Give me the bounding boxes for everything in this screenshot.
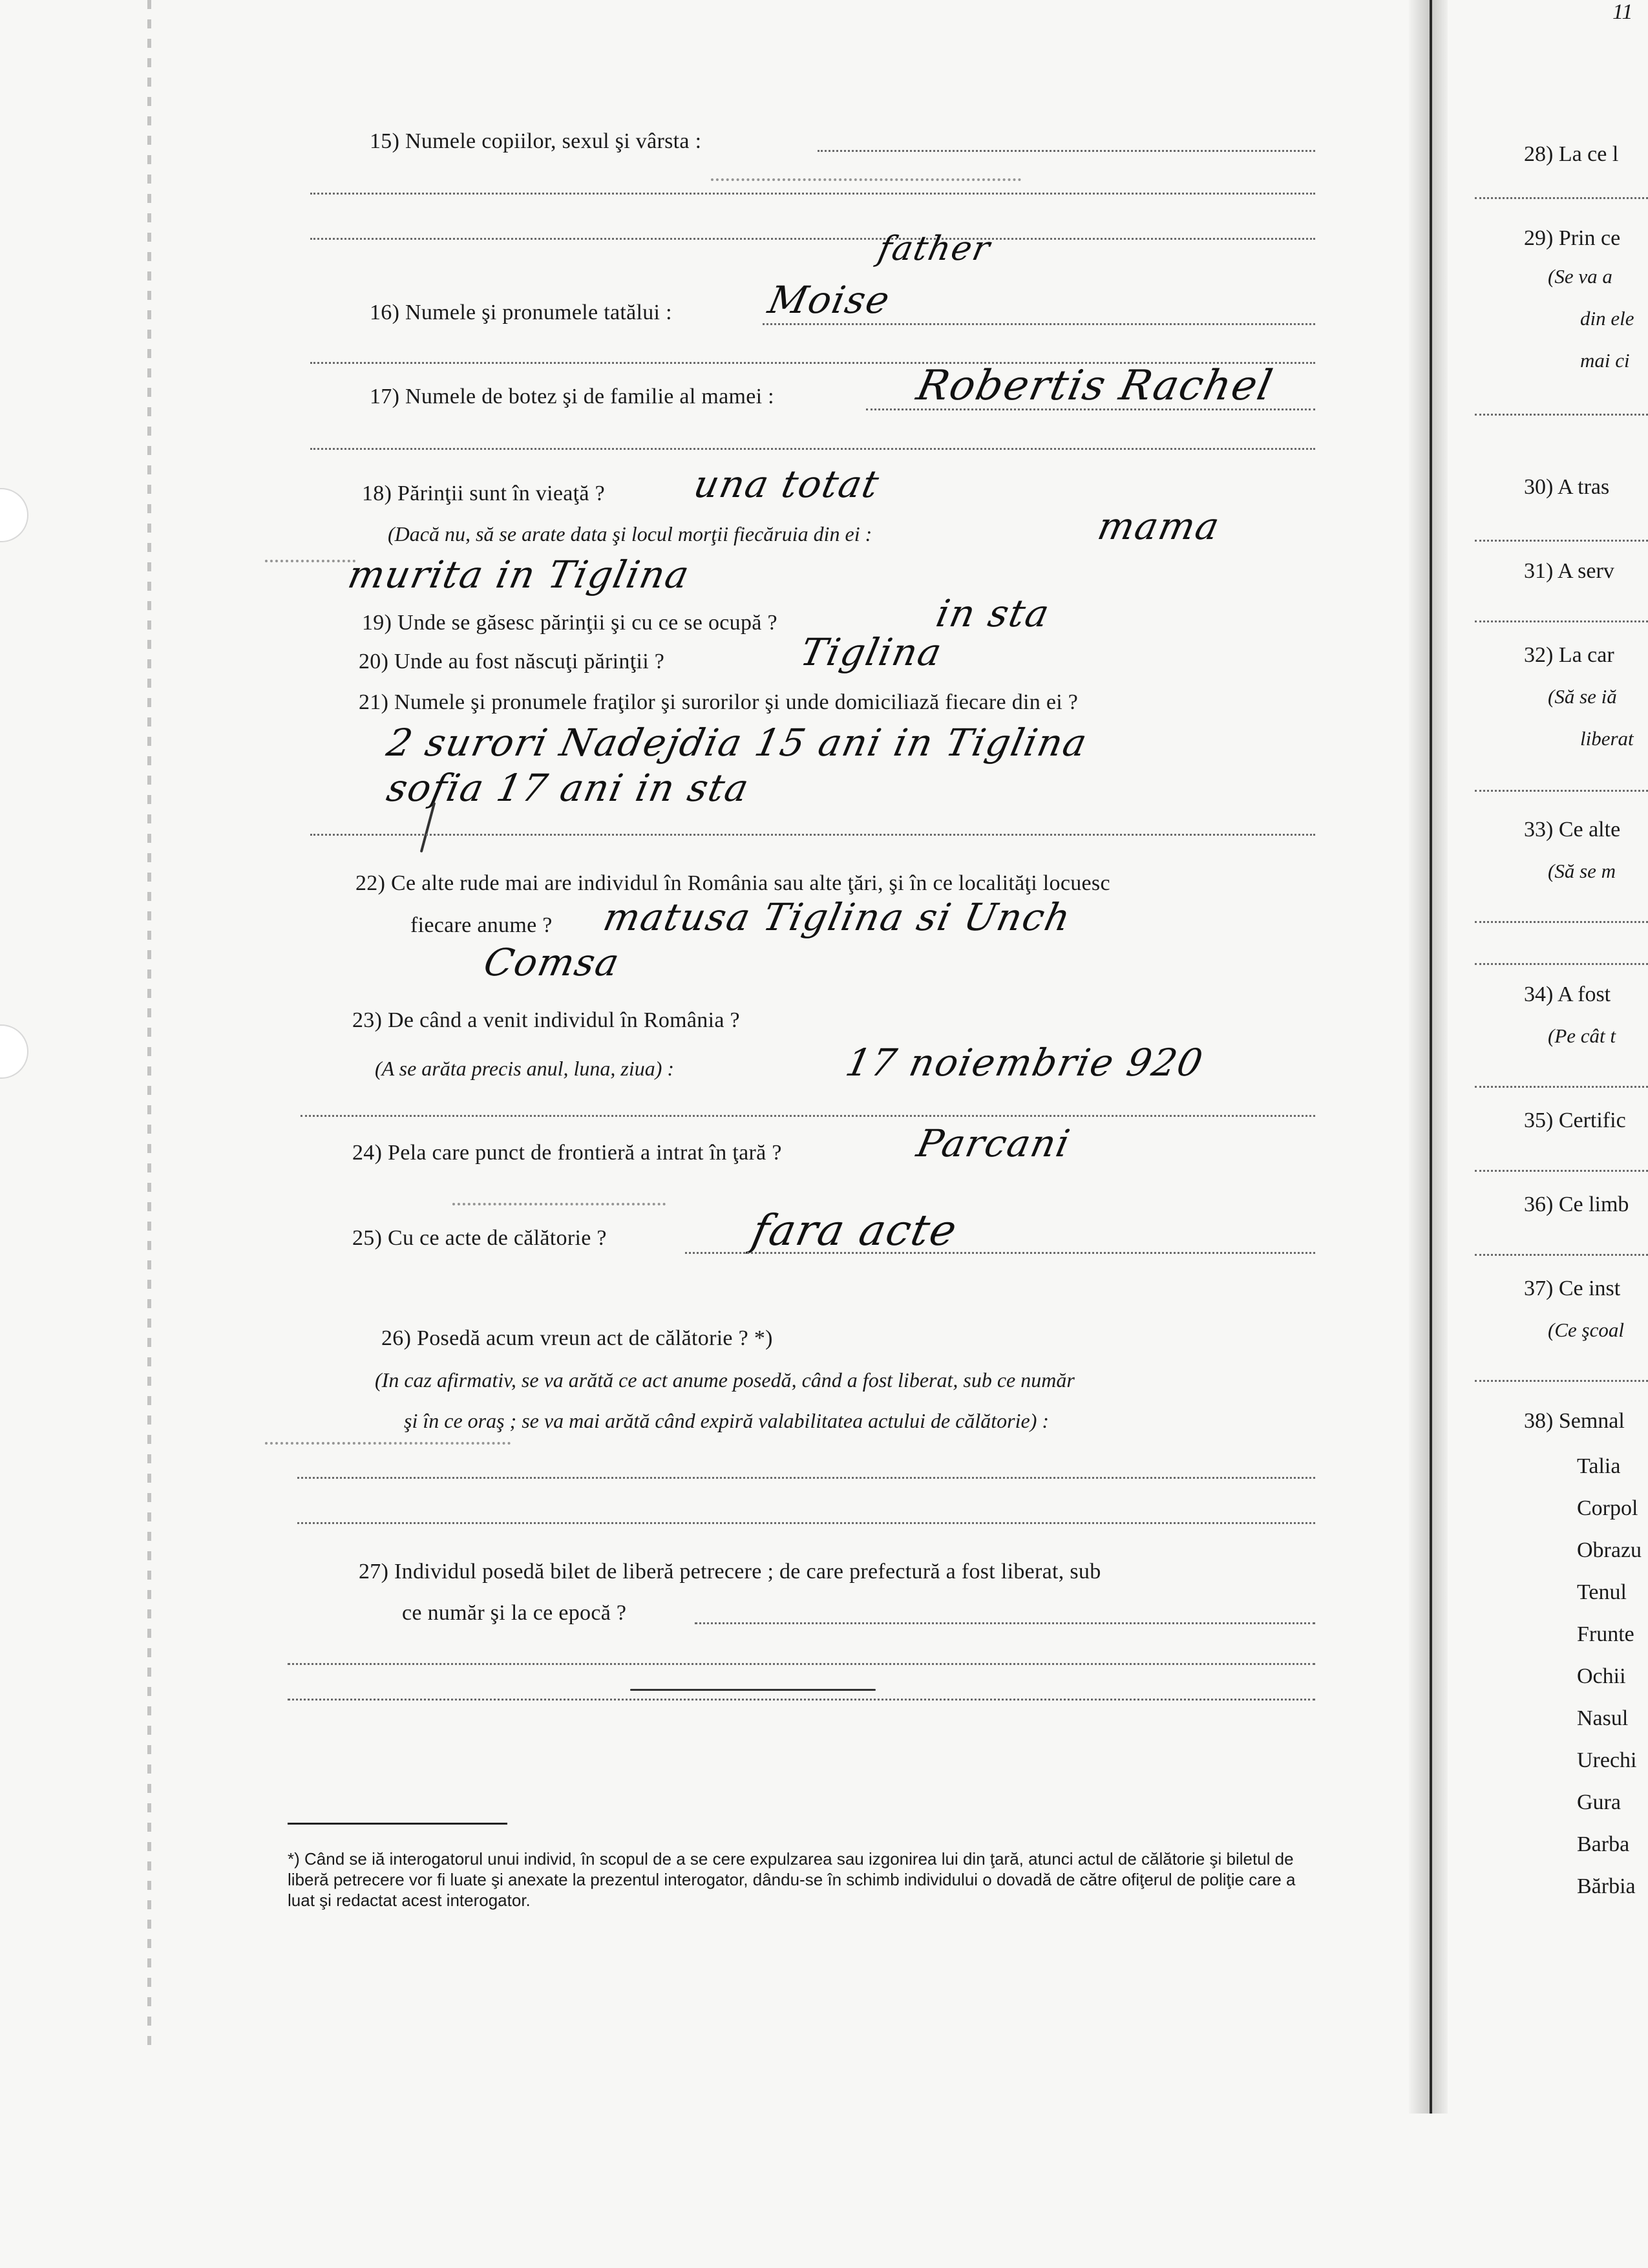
- scan-noise: [711, 175, 1021, 181]
- question-22: 22) Ce alte rude mai are individul în România sau alte ţări, şi în ce localităţi locuesc: [355, 871, 1110, 895]
- question-26-note2: şi în ce oraş ; se va mai arătă când expiră valabilitatea actului de călătorie) :: [404, 1409, 1050, 1432]
- parents-location-answer: in sta: [932, 591, 1055, 635]
- parents-death-answer-cont: murita in Tiglina: [344, 553, 694, 597]
- question-35: 35) Certific: [1524, 1108, 1626, 1132]
- scan-noise: [452, 1199, 666, 1205]
- sign-gura: Gura: [1577, 1790, 1621, 1814]
- answer-line: [1475, 197, 1648, 199]
- question-18: 18) Părinţii sunt în vieaţă ?: [362, 482, 606, 505]
- question-26: 26) Posedă acum vreun act de călătorie ? *): [381, 1326, 773, 1350]
- answer-line: [1475, 963, 1648, 965]
- question-29-note: (Se va a: [1548, 265, 1612, 288]
- question-34: 34) A fost: [1524, 982, 1611, 1006]
- answer-line: [1475, 540, 1648, 542]
- parents-birthplace-answer: Tiglina: [796, 630, 947, 674]
- question-16: 16) Numele şi pronumele tatălui :: [370, 301, 672, 324]
- answer-line: [1475, 921, 1648, 923]
- page-number: 11: [1612, 0, 1633, 24]
- answer-line: [866, 408, 1315, 410]
- question-32-note: (Să se iă: [1548, 685, 1617, 708]
- siblings-answer-line2: sofia 17 ani in sta: [383, 766, 754, 810]
- question-25: 25) Cu ce acte de călătorie ?: [352, 1226, 607, 1250]
- answer-line: [310, 448, 1315, 450]
- pen-stroke: [630, 1689, 876, 1691]
- question-30: 30) A tras: [1524, 475, 1610, 499]
- sign-obrazu: Obrazu: [1577, 1538, 1642, 1562]
- punch-hole: [0, 1024, 28, 1079]
- question-37: 37) Ce inst: [1524, 1277, 1621, 1300]
- sign-frunte: Frunte: [1577, 1622, 1634, 1646]
- question-27: 27) Individul posedă bilet de liberă petrecere ; de care prefectură a fost liberat, sub: [359, 1560, 1101, 1584]
- question-37-note: (Ce şcoal: [1548, 1319, 1624, 1341]
- relatives-answer-cont: Comsa: [480, 940, 624, 984]
- answer-line: [1475, 620, 1648, 622]
- question-26-note1: (In caz afirmativ, se va arătă ce act anume posedă, când a fost liberat, sub ce număr: [375, 1368, 1075, 1392]
- column-divider: [1430, 0, 1432, 2114]
- punch-hole: [0, 488, 28, 542]
- father-annotation: father: [874, 229, 995, 268]
- question-33: 33) Ce alte: [1524, 818, 1621, 842]
- sign-nasul: Nasul: [1577, 1706, 1629, 1730]
- father-name-answer: Moise: [764, 278, 895, 322]
- question-27-cont: ce număr şi la ce epocă ?: [402, 1601, 627, 1625]
- answer-line: [310, 238, 1315, 240]
- answer-line: [301, 1115, 1315, 1117]
- question-28: 28) La ce l: [1524, 142, 1619, 166]
- border-point-answer: Parcani: [913, 1121, 1075, 1165]
- question-21: 21) Numele şi pronumele fraţilor şi surorilor şi unde domiciliază fiecare din ei ?: [359, 690, 1079, 714]
- question-20: 20) Unde au fost născuţi părinţii ?: [359, 650, 665, 673]
- sign-talia: Talia: [1577, 1454, 1621, 1478]
- mother-name-answer: Robertis Rachel: [913, 362, 1278, 410]
- footnote-rule: [288, 1823, 507, 1825]
- answer-line: [1475, 790, 1648, 792]
- footnote: *) Când se iă interogatorul unui individ, în scopul de a se cere expulzarea sau izgonirea lui din ţară, atunci actul de călătorie şi biletul de liberă petrecere vor fi luate şi anexate la prezentul interogator, dându-se în schimb individului o dovadă de către ofiţerul de poliţie care a luat şi redactat acest interogator.: [288, 1849, 1296, 1910]
- question-29-note: din ele: [1580, 307, 1634, 330]
- question-19: 19) Unde se găsesc părinţii şi cu ce se ocupă ?: [362, 611, 777, 635]
- left-margin-mark: [147, 0, 151, 2049]
- answer-line: [297, 1522, 1315, 1524]
- parents-death-answer: mama: [1093, 504, 1225, 548]
- sign-barbia: Bărbia: [1577, 1874, 1636, 1898]
- sign-tenul: Tenul: [1577, 1580, 1627, 1604]
- answer-line: [288, 1699, 1315, 1701]
- arrival-date-answer: 17 noiembrie 920: [841, 1041, 1208, 1085]
- question-29: 29) Prin ce: [1524, 226, 1621, 250]
- scan-noise: [265, 1438, 511, 1445]
- question-18-note: (Dacă nu, să se arate data şi locul morţii fiecăruia din ei :: [388, 522, 872, 546]
- answer-line: [1475, 1170, 1648, 1172]
- answer-line: [297, 1477, 1315, 1479]
- question-36: 36) Ce limb: [1524, 1192, 1629, 1216]
- travel-documents-answer: fara acte: [747, 1205, 962, 1255]
- answer-line: [685, 1252, 1315, 1254]
- answer-line: [1475, 1254, 1648, 1256]
- question-23-note: (A se arăta precis anul, luna, ziua) :: [375, 1057, 675, 1080]
- answer-line: [818, 150, 1315, 152]
- question-32-note: liberat: [1580, 727, 1634, 750]
- question-23: 23) De când a venit individul în România ?: [352, 1008, 740, 1032]
- question-31: 31) A serv: [1524, 559, 1614, 583]
- sign-urechi: Urechi: [1577, 1748, 1637, 1772]
- answer-line: [310, 834, 1315, 836]
- page-fold-shadow: [1409, 0, 1448, 2114]
- question-38: 38) Semnal: [1524, 1409, 1625, 1433]
- scan-noise: [265, 556, 355, 562]
- question-17: 17) Numele de botez şi de familie al mamei :: [370, 385, 774, 408]
- sign-barba: Barba: [1577, 1832, 1630, 1856]
- question-24: 24) Pela care punct de frontieră a intrat în ţară ?: [352, 1141, 782, 1165]
- relatives-answer: matusa Tiglina si Unch: [599, 895, 1075, 939]
- question-33-note: (Să se m: [1548, 860, 1616, 882]
- answer-line: [1475, 1380, 1648, 1382]
- sign-ochii: Ochii: [1577, 1664, 1626, 1688]
- siblings-answer-line1: 2 surori Nadejdia 15 ani in Tiglina: [383, 721, 1092, 765]
- question-22-cont: fiecare anume ?: [410, 913, 553, 937]
- answer-line: [695, 1622, 1315, 1624]
- question-15: 15) Numele copiilor, sexul şi vârsta :: [370, 129, 702, 153]
- answer-line: [1475, 1086, 1648, 1088]
- answer-line: [288, 1663, 1315, 1665]
- parents-alive-answer: una totat: [690, 462, 884, 506]
- question-32: 32) La car: [1524, 643, 1614, 667]
- question-29-note: mai ci: [1580, 349, 1630, 372]
- answer-line: [1475, 414, 1648, 416]
- answer-line: [310, 193, 1315, 195]
- sign-corpol: Corpol: [1577, 1496, 1638, 1520]
- answer-line: [763, 323, 1315, 325]
- question-34-note: (Pe cât t: [1548, 1024, 1616, 1047]
